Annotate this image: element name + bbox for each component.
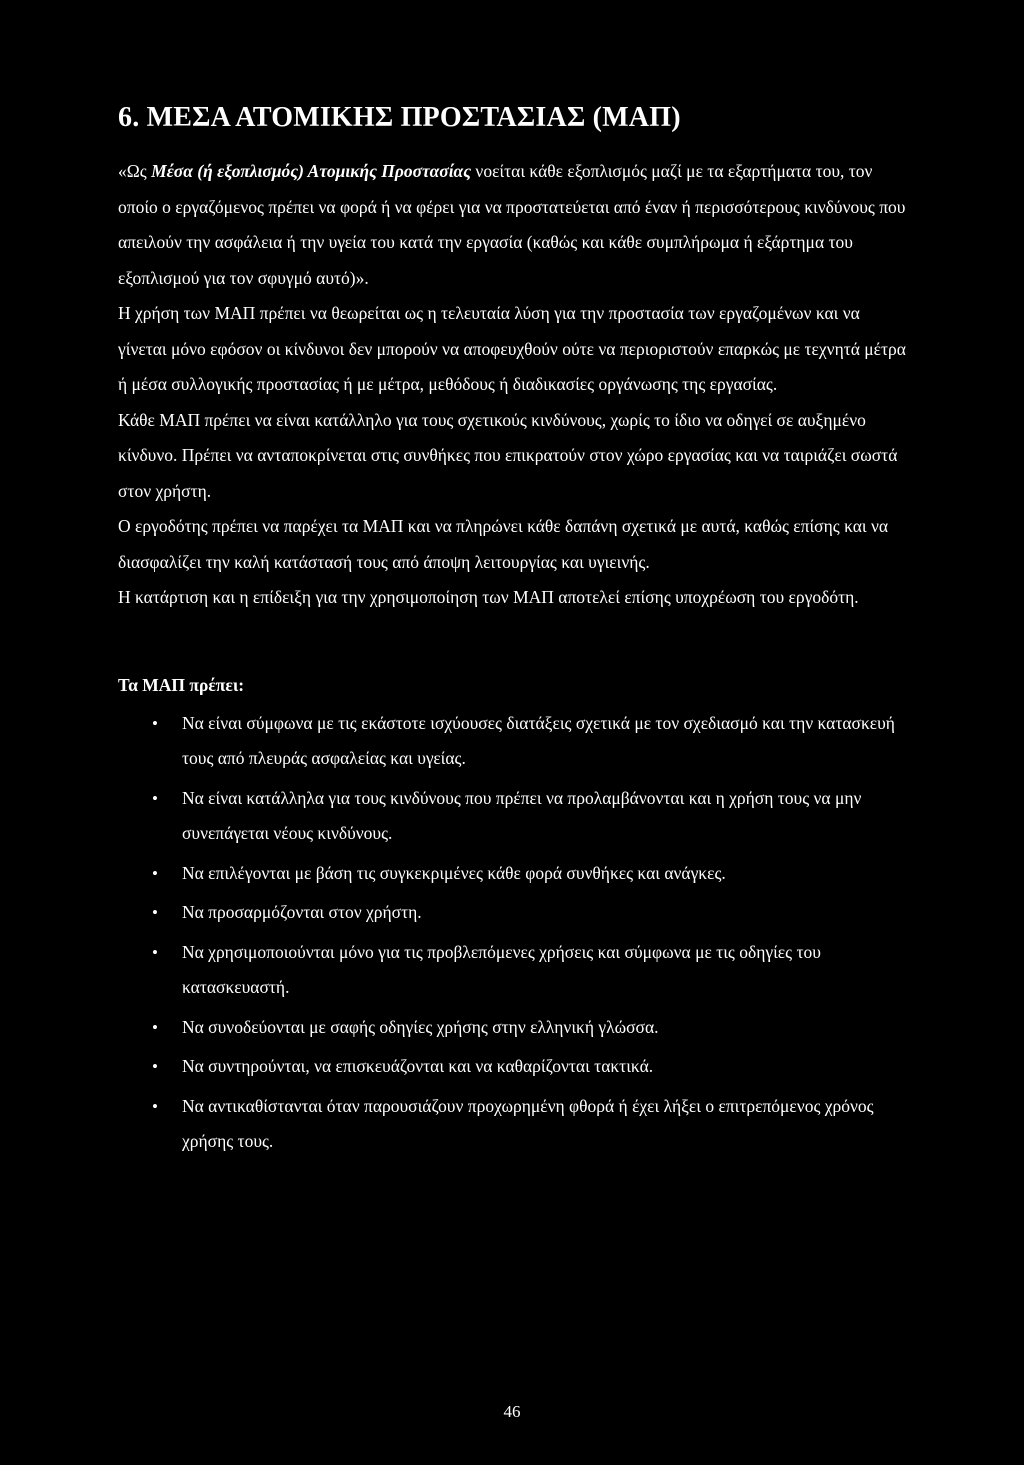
list-item bbox=[118, 895, 908, 931]
intro-rest: νοείται κάθε εξοπλισμός μαζί με τα εξαρτήματα του, τον οποίο ο εργαζόμενος πρέπει να φορά ή να φέρει για να προστατεύεται από έναν ή περισσότερους κινδύνους που απειλούν την ασφάλεια ή την υγεία του κατά την εργασία (καθώς και κάθε συμπλήρωμα ή εξάρτημα του εξοπλισμού για τον σφυγμό αυτό)». bbox=[118, 161, 906, 288]
bullet-icon: • bbox=[152, 1057, 158, 1076]
list-item bbox=[118, 1049, 908, 1085]
page-number: 46 bbox=[503, 1402, 521, 1421]
list-item-text: Να επιλέγονται με βάση τις συγκεκριμένες κάθε φορά συνθήκες και ανάγκες. bbox=[182, 862, 726, 883]
paragraph-last-resort: Η χρήση των ΜΑΠ πρέπει να θεωρείται ως η τελευταία λύση για την προστασία των εργαζομένων και να γίνεται μόνο εφόσον οι κίνδυνοι δεν μπορούν να αποφευχθούν ούτε να περιοριστούν επαρκώς με τεχνητά μέτρα ή μέσα συλλογικής προστασίας ή με μέτρα, μεθόδους ή διαδικασίες οργάνωσης της εργασίας. bbox=[118, 303, 906, 394]
bullet-icon: • bbox=[152, 1017, 158, 1037]
list-item bbox=[118, 781, 908, 852]
list-item bbox=[118, 856, 908, 892]
requirements-list bbox=[118, 706, 908, 1160]
list-item-text: Να συνοδεύονται με σαφής οδηγίες χρήσης στην ελληνική γλώσσα. bbox=[182, 1016, 659, 1037]
list-item-text: Να συντηρούνται, να επισκευάζονται και να καθαρίζονται τακτικά. bbox=[182, 1056, 654, 1076]
paragraph-suitability: Κάθε ΜΑΠ πρέπει να είναι κατάλληλο για τους σχετικούς κινδύνους, χωρίς το ίδιο να οδηγεί σε αυξημένο κίνδυνο. Πρέπει να ανταποκρίνεται στις συνθήκες που επικρατούν στον χώρο εργασίας και να ταιριάζει σωστά στον χρήστη. bbox=[118, 409, 898, 501]
list-item-text: Να είναι σύμφωνα με τις εκάστοτε ισχύουσες διατάξεις σχετικά με τον σχεδιασμό και την κατασκευή τους από πλευράς ασφαλείας και υγείας. bbox=[182, 712, 895, 768]
bullet-icon: • bbox=[152, 1096, 158, 1116]
list-item-text: Να είναι κατάλληλα για τους κινδύνους που πρέπει να προλαμβάνονται και η χρήση τους να μην συνεπάγεται νέους κινδύνους. bbox=[182, 787, 862, 843]
list-item bbox=[118, 935, 908, 1006]
intro-prefix: «Ως bbox=[118, 161, 152, 181]
list-item-text: Να χρησιμοποιούνται μόνο για τις προβλεπόμενες χρήσεις και σύμφωνα με τις οδηγίες του κατασκευαστή. bbox=[182, 941, 821, 997]
list-item bbox=[118, 706, 908, 777]
bullet-icon: • bbox=[152, 863, 158, 883]
bullet-icon: • bbox=[152, 713, 158, 733]
intro-paragraph bbox=[118, 154, 908, 296]
section-heading: 6. ΜΕΣΑ ΑΤΟΜΙΚΗΣ ΠΡΟΣΤΑΣΙΑΣ (ΜΑΠ) bbox=[118, 102, 681, 133]
requirements-subheading: Τα ΜΑΠ πρέπει: bbox=[118, 674, 245, 695]
list-item-text: Να αντικαθίστανται όταν παρουσιάζουν προχωρημένη φθορά ή έχει λήξει ο επιτρεπόμενος χρόνος χρήσης τους. bbox=[182, 1095, 874, 1151]
bullet-icon: • bbox=[152, 942, 158, 962]
intro-emphasis: Μέσα (ή εξοπλισμός) Ατομικής Προστασίας bbox=[151, 161, 472, 181]
bullet-icon: • bbox=[152, 903, 158, 922]
list-item-text: Να προσαρμόζονται στον χρήστη. bbox=[182, 902, 422, 922]
bullet-icon: • bbox=[152, 788, 158, 808]
list-item bbox=[118, 1010, 908, 1046]
paragraph-employer-duty: Ο εργοδότης πρέπει να παρέχει τα ΜΑΠ και να πληρώνει κάθε δαπάνη σχετικά με αυτά, καθώς επίσης και να διασφαλίζει την καλή κατάστασή τους από άποψη λειτουργίας και υγιεινής. bbox=[118, 516, 889, 572]
list-item bbox=[118, 1089, 908, 1160]
paragraph-training: Η κατάρτιση και η επίδειξη για την χρησιμοποίηση των ΜΑΠ αποτελεί επίσης υποχρέωση του εργοδότη. bbox=[118, 587, 859, 607]
document-page bbox=[118, 100, 908, 1164]
